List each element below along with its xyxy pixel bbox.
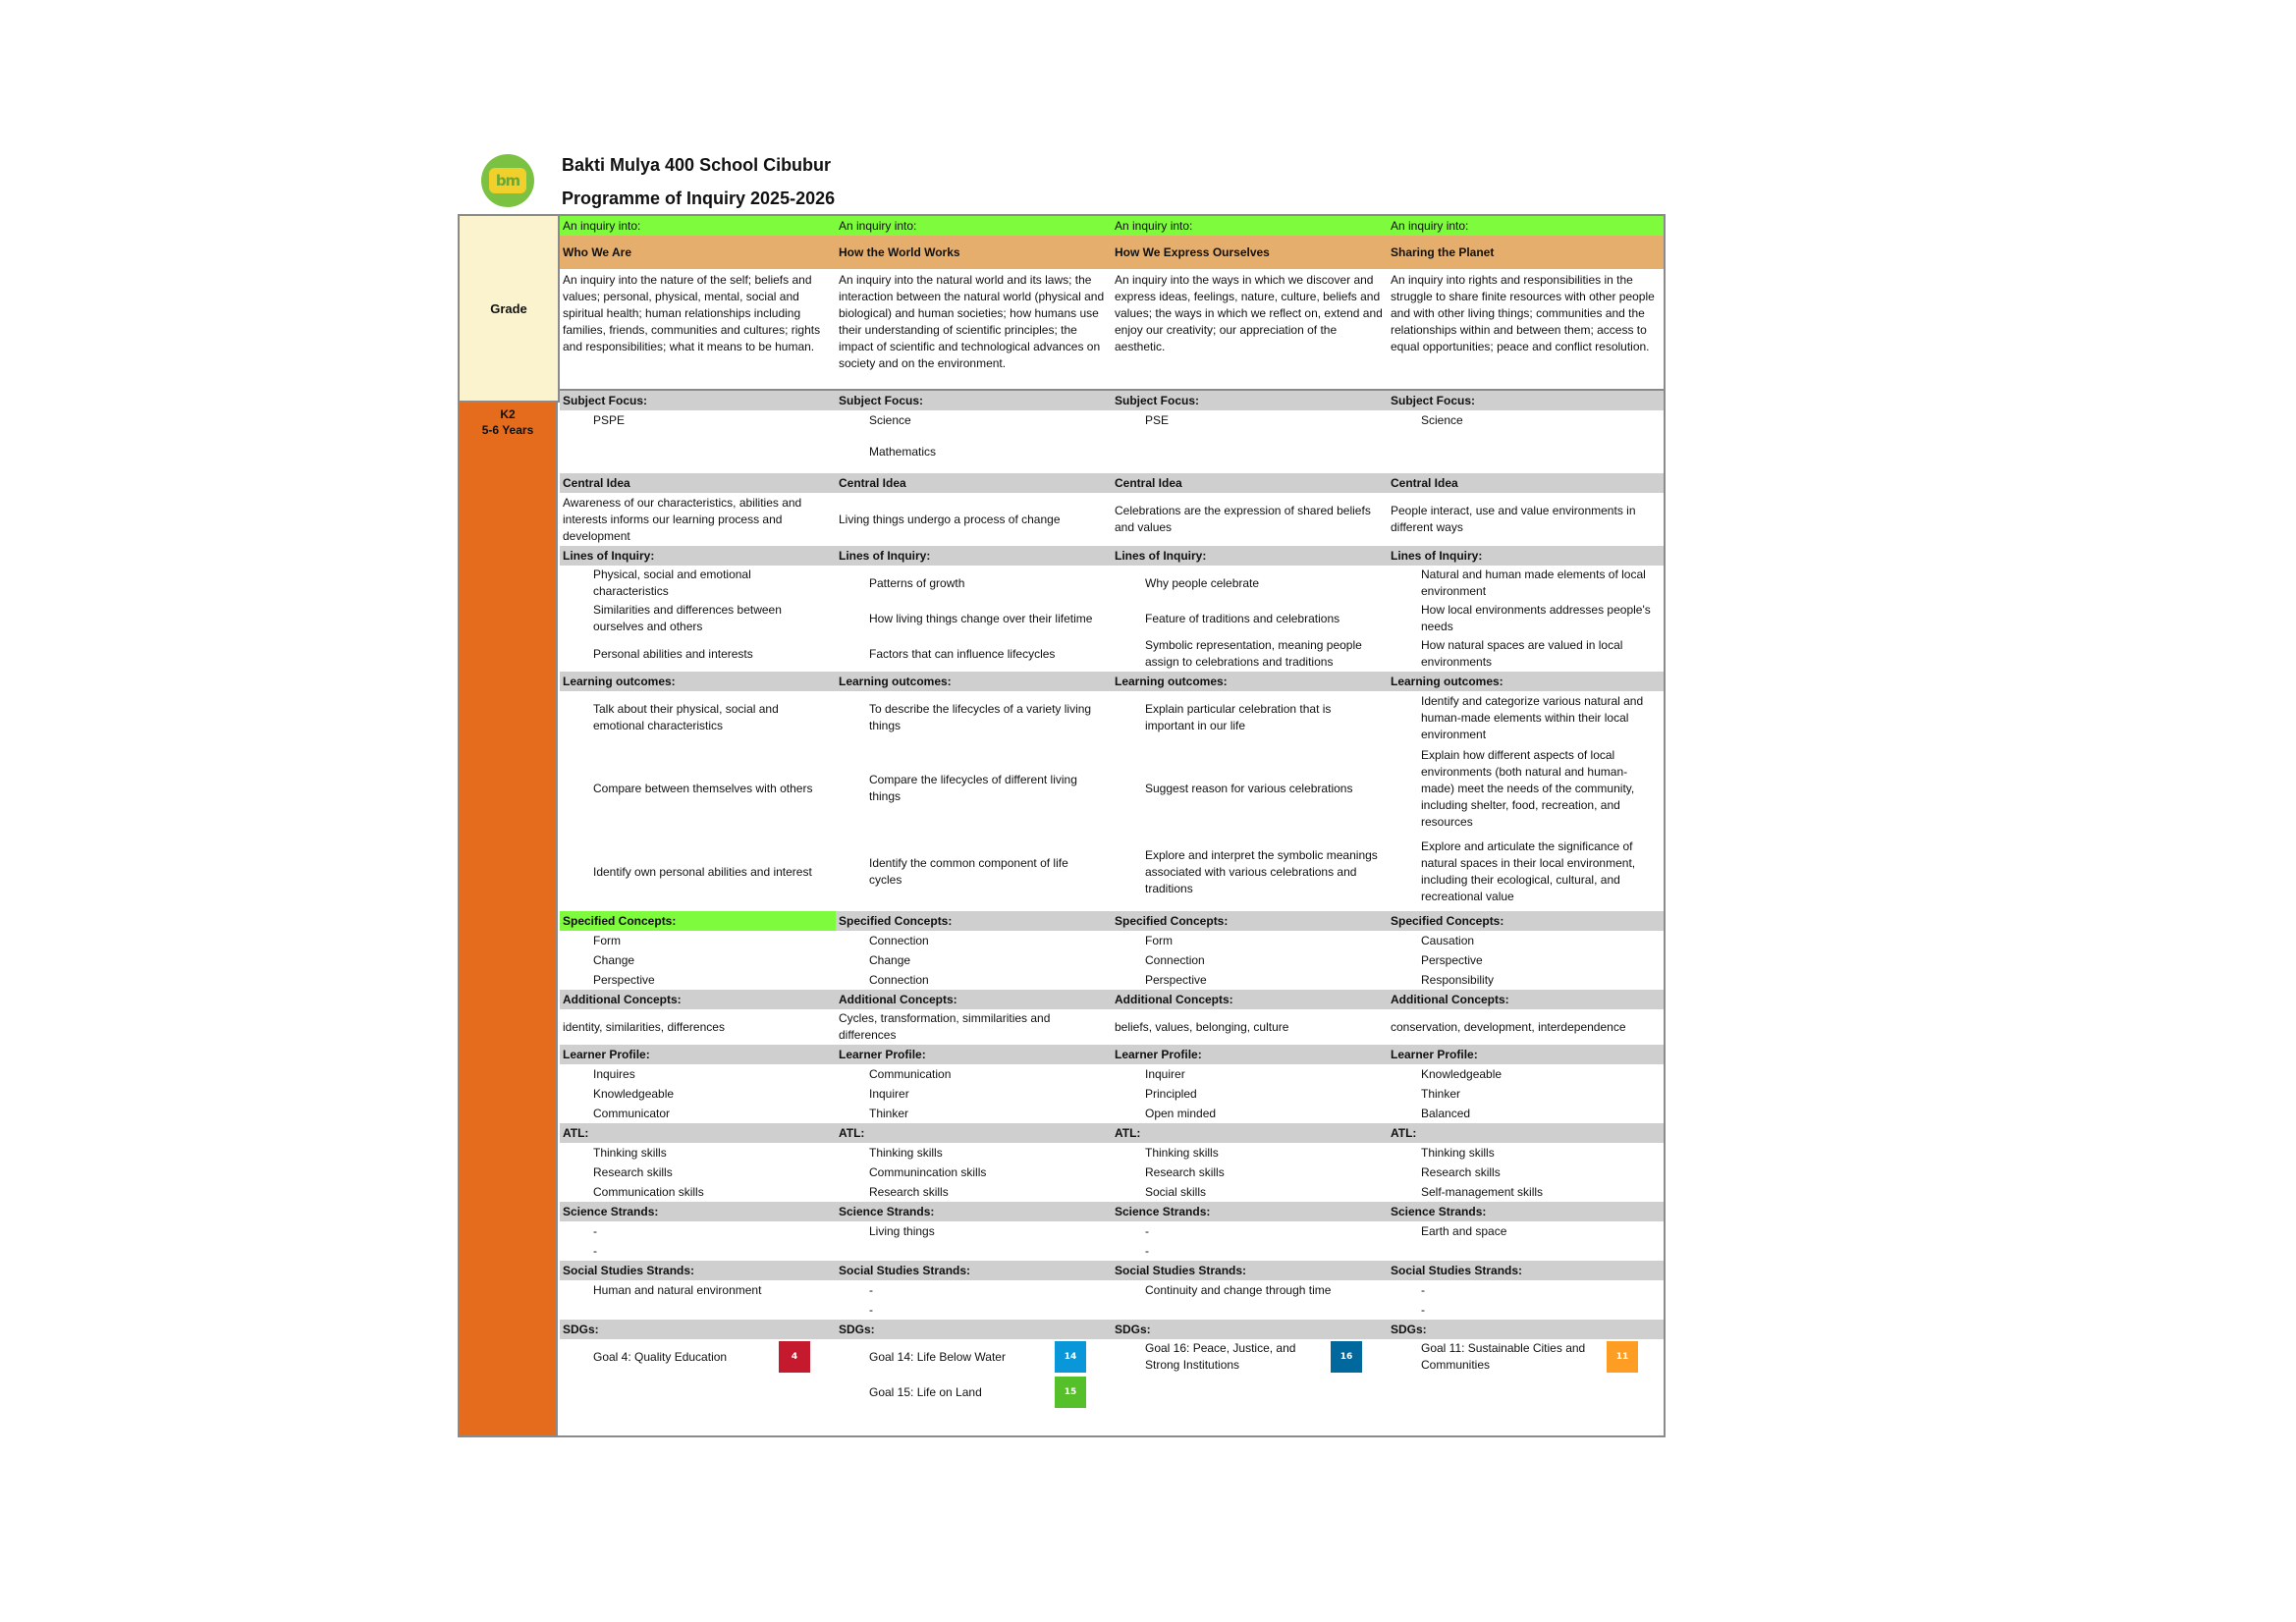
list-item [1388,430,1664,473]
school-logo [481,154,534,207]
list-item: Knowledgeable [593,1086,675,1101]
list-item: Communicator [593,1106,671,1120]
list-item: Human and natural environment [593,1282,762,1297]
theme-description: An inquiry into rights and responsibilities in the struggle to share finite resources with other people and with other living things; communities and the relationships within and between them; access to equal opportunities; peace and conflict resolution. [1388,269,1664,391]
list-item: Personal abilities and interests [593,646,753,661]
list-item [1112,1300,1388,1320]
list-item: How natural spaces are valued in local environments [1421,638,1623,669]
sdg-goal-icon: 14 [1055,1341,1086,1373]
section-header: Central Idea [836,473,1112,493]
section-header: ATL: [560,1123,836,1143]
section-header: SDGs: [836,1320,1112,1339]
section-header: SDGs: [560,1320,836,1339]
grade-label: Grade [460,216,560,403]
additional-concepts-text: beliefs, values, belonging, culture [1115,1019,1289,1034]
list-item: Thinking skills [869,1145,943,1160]
theme-column [1112,216,1388,1375]
central-idea-text: Celebrations are the expression of shared beliefs and values [1115,504,1371,534]
logo-text: bm [495,172,520,189]
section-header: Social Studies Strands: [1388,1261,1664,1280]
section-header: Specified Concepts: [836,911,1112,931]
list-item [1388,1241,1664,1261]
section-header: Science Strands: [560,1202,836,1221]
list-item: Connection [1145,952,1205,967]
list-item: - [1421,1282,1425,1297]
section-header: ATL: [836,1123,1112,1143]
list-item: Inquirer [1145,1066,1185,1081]
list-item: Research skills [1421,1164,1501,1179]
list-item: Research skills [1145,1164,1225,1179]
list-item: Research skills [869,1184,949,1199]
list-item [836,1241,1112,1261]
list-item: Communincation skills [869,1164,987,1179]
list-item: Research skills [593,1164,673,1179]
section-header: Lines of Inquiry: [1112,546,1388,566]
theme-description: An inquiry into the ways in which we discover and express ideas, feelings, nature, culture, beliefs and values; the ways in which we reflect on, extend and enjoy our creativity; our appreciation of the aesthetic. [1112,269,1388,391]
section-header: ATL: [1112,1123,1388,1143]
theme-description: An inquiry into the natural world and its laws; the interaction between the natural world (physical and biological) and human societies; how humans use their understanding of scientific principles; the impact of scientific and technological advances on society and on the environment. [836,269,1112,391]
school-name: Bakti Mulya 400 School Cibubur [562,155,832,175]
section-header: Central Idea [1112,473,1388,493]
list-item: Causation [1421,933,1475,947]
additional-concepts-text: conservation, development, interdependence [1391,1019,1626,1034]
list-item: Natural and human made elements of local environment [1421,568,1646,598]
section-header: Learner Profile: [1388,1045,1664,1064]
sdg-item [836,1375,1112,1410]
list-item: Responsibility [1421,972,1495,987]
section-header: Subject Focus: [1388,391,1664,410]
list-item: Inquirer [869,1086,909,1101]
inquiry-label: An inquiry into: [560,216,836,236]
grade-age: 5-6 Years [481,423,534,437]
list-item: Thinker [1421,1086,1461,1101]
list-item: To describe the lifecycles of a variety living things [869,702,1092,732]
theme-column [1388,216,1664,1375]
list-item: Patterns of growth [869,575,965,590]
list-item: Knowledgeable [1421,1066,1503,1081]
sdg-goal-label: Goal 11: Sustainable Cities and Communities [1421,1341,1586,1372]
sdg-item [1388,1339,1664,1375]
list-item: Perspective [593,972,655,987]
list-item: Form [1145,933,1173,947]
section-header: Subject Focus: [560,391,836,410]
list-item: Open minded [1145,1106,1217,1120]
sdg-goal-icon: 15 [1055,1377,1086,1408]
list-item: Symbolic representation, meaning people assign to celebrations and traditions [1145,638,1362,669]
list-item: Identify the common component of life cycles [869,856,1068,887]
grade-level-cell [460,403,558,1435]
list-item: Thinking skills [1145,1145,1219,1160]
section-header: Science Strands: [836,1202,1112,1221]
list-item: Continuity and change through time [1145,1282,1332,1297]
list-item: Connection [869,933,929,947]
list-item: Communication [869,1066,952,1081]
section-header: Specified Concepts: [1388,911,1664,931]
list-item: Self-management skills [1421,1184,1544,1199]
section-header: Additional Concepts: [836,990,1112,1009]
sdg-goal-label: Goal 15: Life on Land [869,1384,982,1399]
list-item: How local environments addresses people's needs [1421,603,1651,633]
list-item: Feature of traditions and celebrations [1145,611,1340,625]
sdg-item [560,1339,836,1375]
sdg-goal-label: Goal 4: Quality Education [593,1349,728,1364]
list-item: Thinking skills [593,1145,667,1160]
list-item: Balanced [1421,1106,1471,1120]
list-item: - [1421,1302,1425,1317]
theme-title: How the World Works [836,236,1112,269]
document-header [481,147,1660,212]
sdg-goal-label: Goal 16: Peace, Justice, and Strong Institutions [1145,1341,1296,1372]
list-item: - [869,1282,873,1297]
list-item: Thinker [869,1106,909,1120]
list-item [560,430,836,473]
section-header: Science Strands: [1388,1202,1664,1221]
list-item: - [593,1223,597,1238]
theme-title: Sharing the Planet [1388,236,1664,269]
section-header: Lines of Inquiry: [560,546,836,566]
list-item: Mathematics [869,444,937,459]
theme-description: An inquiry into the nature of the self; beliefs and values; personal, physical, mental, social and spiritual health; human relationships including families, friends, communities and cultures; rights and responsibilities; what it means to be human. [560,269,836,391]
list-item: Suggest reason for various celebrations [1145,781,1353,795]
sdg-item [1112,1339,1388,1375]
list-item: Compare the lifecycles of different living things [869,773,1077,803]
central-idea-text: People interact, use and value environments in different ways [1391,504,1636,534]
section-header: Social Studies Strands: [836,1261,1112,1280]
sdg-goal-label: Goal 14: Life Below Water [869,1349,1006,1364]
list-item: Factors that can influence lifecycles [869,646,1056,661]
section-header: Specified Concepts: [1112,911,1388,931]
list-item: PSPE [593,412,626,427]
list-item: - [593,1243,597,1258]
section-header: Science Strands: [1112,1202,1388,1221]
section-header: Learning outcomes: [836,672,1112,691]
sdg-goal-icon: 4 [779,1341,810,1373]
list-item: Physical, social and emotional characteristics [593,568,751,598]
section-header: Additional Concepts: [1112,990,1388,1009]
section-header: Learner Profile: [1112,1045,1388,1064]
list-item: Living things [869,1223,935,1238]
list-item: Principled [1145,1086,1197,1101]
section-header: SDGs: [1112,1320,1388,1339]
section-header: Learner Profile: [560,1045,836,1064]
list-item: Thinking skills [1421,1145,1495,1160]
programme-table [458,214,1666,1437]
list-item: - [869,1302,873,1317]
list-item: Change [593,952,635,967]
section-header: Additional Concepts: [560,990,836,1009]
section-header: Central Idea [560,473,836,493]
section-header: Social Studies Strands: [1112,1261,1388,1280]
additional-concepts-text: Cycles, transformation, simmilarities and differences [839,1011,1051,1042]
inquiry-label: An inquiry into: [1112,216,1388,236]
central-idea-text: Living things undergo a process of change [839,512,1061,526]
sdg-goal-icon: 16 [1331,1341,1362,1373]
list-item: Explain how different aspects of local environments (both natural and human-made) meet the needs of the community, including shelter, food, recreation, and resources [1421,747,1635,829]
theme-column [836,216,1112,1410]
list-item: Talk about their physical, social and emotional characteristics [593,702,779,732]
list-item: Compare between themselves with others [593,781,813,795]
section-header: Subject Focus: [836,391,1112,410]
list-item: Connection [869,972,929,987]
section-header: Central Idea [1388,473,1664,493]
list-item: Science [1421,412,1463,427]
additional-concepts-text: identity, similarities, differences [563,1019,725,1034]
section-header: Lines of Inquiry: [836,546,1112,566]
list-item: Social skills [1145,1184,1207,1199]
list-item: Science [869,412,911,427]
list-item: Earth and space [1421,1223,1507,1238]
grade-level: K2 [500,407,516,421]
list-item: Perspective [1421,952,1483,967]
list-item: - [1145,1223,1149,1238]
theme-column [560,216,836,1375]
list-item: Explore and interpret the symbolic meanings associated with various celebrations and traditions [1145,847,1378,895]
list-item: - [1145,1243,1149,1258]
section-header: ATL: [1388,1123,1664,1143]
section-header: Learning outcomes: [560,672,836,691]
list-item: Inquires [593,1066,635,1081]
section-header: Social Studies Strands: [560,1261,836,1280]
theme-title: How We Express Ourselves [1112,236,1388,269]
section-header: Subject Focus: [1112,391,1388,410]
list-item: Perspective [1145,972,1207,987]
inquiry-label: An inquiry into: [836,216,1112,236]
list-item: How living things change over their lifetime [869,611,1093,625]
list-item: Similarities and differences between ourselves and others [593,603,782,633]
section-header: Learning outcomes: [1388,672,1664,691]
list-item: Identify and categorize various natural and human-made elements within their local environment [1421,693,1644,741]
list-item: PSE [1145,412,1170,427]
list-item: Why people celebrate [1145,575,1260,590]
list-item: Identify own personal abilities and interest [593,864,812,879]
theme-title: Who We Are [560,236,836,269]
list-item: Change [869,952,911,967]
list-item [1112,430,1388,473]
sdg-goal-icon: 11 [1607,1341,1638,1373]
logo-mark [489,168,526,193]
central-idea-text: Awareness of our characteristics, abilities and interests informs our learning process and development [563,495,802,543]
programme-title: Programme of Inquiry 2025-2026 [562,189,836,208]
sdg-item [836,1339,1112,1375]
section-header: Lines of Inquiry: [1388,546,1664,566]
section-header: Learning outcomes: [1112,672,1388,691]
section-header: Learner Profile: [836,1045,1112,1064]
list-item [560,1300,836,1320]
list-item: Communication skills [593,1184,704,1199]
list-item: Form [593,933,621,947]
section-header: Specified Concepts: [560,911,836,931]
section-header: SDGs: [1388,1320,1664,1339]
section-header: Additional Concepts: [1388,990,1664,1009]
list-item: Explore and articulate the significance of natural spaces in their local environment, including their ecological, cultural, and recreational value [1421,839,1636,903]
inquiry-label: An inquiry into: [1388,216,1664,236]
list-item: Explain particular celebration that is important in our life [1145,702,1332,732]
